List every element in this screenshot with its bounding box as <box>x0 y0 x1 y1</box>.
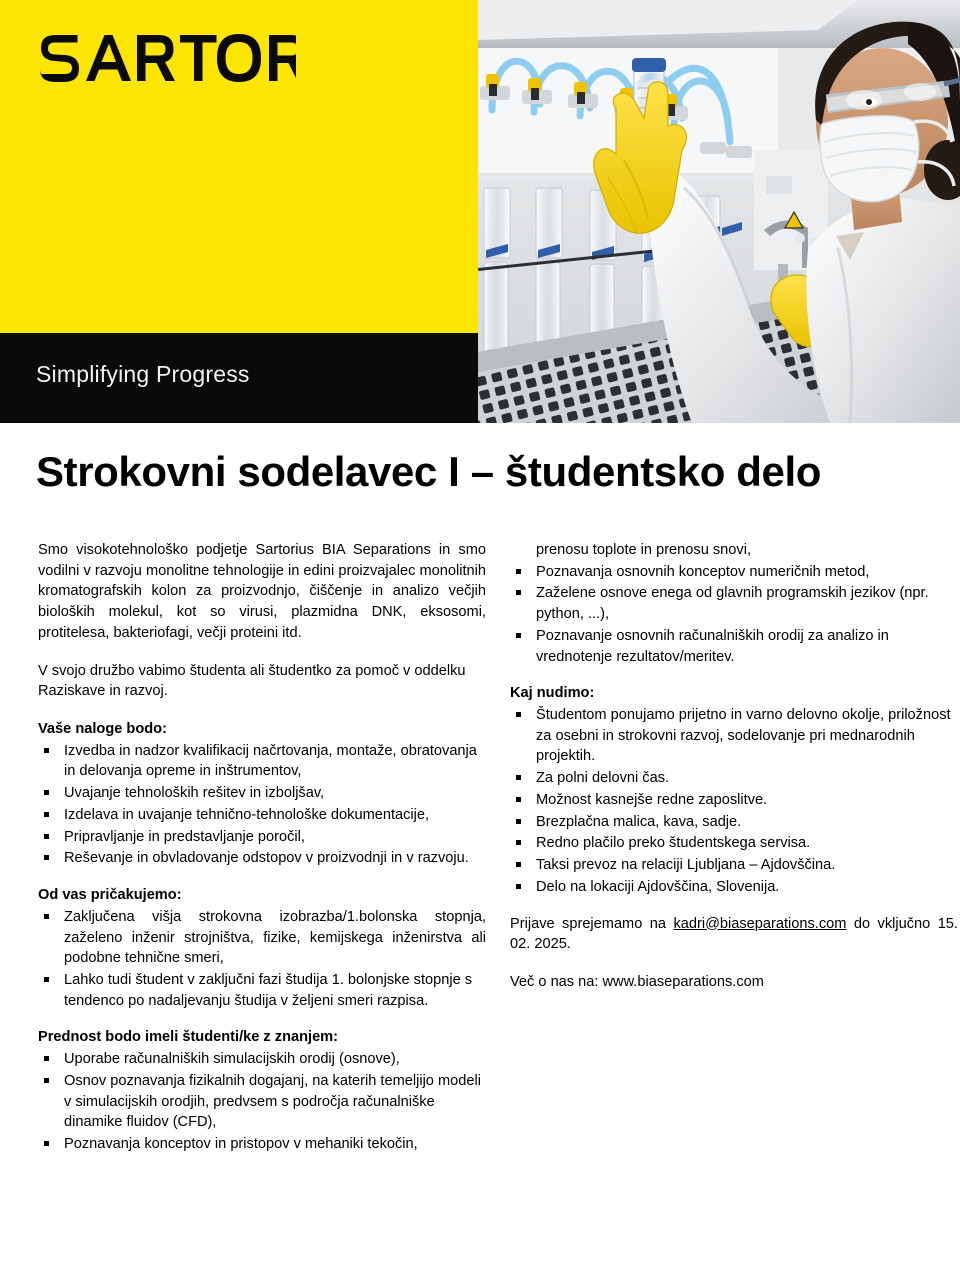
list-item: Izdelava in uvajanje tehnično-tehnološke dokumentacije, <box>38 805 486 826</box>
expectations-list <box>38 907 486 1012</box>
offer-list <box>510 705 958 897</box>
offer-heading: Kaj nudimo: <box>510 685 595 702</box>
list-item: Poznavanja osnovnih konceptov numeričnih metod, <box>510 562 958 583</box>
list-item: Uvajanje tehnoloških rešitev in izboljšav, <box>38 783 486 804</box>
list-item: Redno plačilo preko študentskega servisa. <box>510 833 958 854</box>
application-suffix: do vključno 15. 02. 2025. <box>510 915 958 953</box>
application-prefix: Prijave sprejemamo na <box>510 915 674 932</box>
page-title: Strokovni sodelavec I – študentsko delo <box>36 448 821 495</box>
list-item: Pripravljanje in predstavljanje poročil, <box>38 827 486 848</box>
document-header <box>0 0 960 423</box>
invitation-paragraph: V svojo družbo vabimo študenta ali študentko za pomoč v oddelku Raziskave in razvoj. <box>38 662 466 700</box>
right-column <box>510 540 958 1156</box>
tagline: Simplifying Progress <box>36 361 250 387</box>
list-item: Poznavanje osnovnih računalniških orodij za analizo in vrednotenje rezultatov/meritev. <box>510 626 958 667</box>
advantages-continued-list <box>510 540 958 667</box>
list-item: Za polni delovni čas. <box>510 768 958 789</box>
list-item: Osnov poznavanja fizikalnih dogajanj, na katerih temeljijo modeli v simulacijskih orodjih, predvsem s področja računalniške dinamike fluidov (CFD), <box>38 1071 486 1133</box>
list-item: Zaželene osnove enega od glavnih programskih jezikov (npr. python, ...), <box>510 583 958 624</box>
list-item: Reševanje in obvladovanje odstopov v proizvodnji in v razvoju. <box>38 848 486 869</box>
list-item: Uporabe računalniških simulacijskih orodij (osnove), <box>38 1049 486 1070</box>
list-item: Poznavanja konceptov in pristopov v mehaniki tekočin, <box>38 1134 486 1155</box>
more-info-prefix: Več o nas na: <box>510 973 603 990</box>
list-item: Možnost kasnejše redne zaposlitve. <box>510 790 958 811</box>
company-website[interactable]: www.biaseparations.com <box>602 973 764 990</box>
list-item: Brezplačna malica, kava, sadje. <box>510 812 958 833</box>
expectations-heading: Od vas pričakujemo: <box>38 887 182 904</box>
application-email-link[interactable]: kadri@biaseparations.com <box>673 915 847 932</box>
header-photo <box>478 0 960 423</box>
list-item-continuation: prenosu toplote in prenosu snovi, <box>536 542 751 558</box>
tasks-list <box>38 741 486 869</box>
application-paragraph <box>510 914 958 955</box>
list-item: Izvedba in nadzor kvalifikacij načrtovanja, montaže, obratovanja in delovanja opreme in inštrumentov, <box>38 741 486 782</box>
more-info-paragraph <box>510 972 958 993</box>
advantages-heading: Prednost bodo imeli študenti/ke z znanjem: <box>38 1029 339 1046</box>
advantages-list <box>38 1049 486 1155</box>
left-column <box>38 540 486 1156</box>
list-item: Študentom ponujamo prijetno in varno delovno okolje, priložnost za osebni in strokovni razvoj, sodelovanje pri mednarodnih projektih. <box>510 705 958 767</box>
list-item: Zaključena višja strokovna izobrazba/1.bolonska stopnja, zaželeno inženir strojništva, fizike, kemijskega inženirstva ali podobne tehnične smeri, <box>38 907 486 969</box>
company-intro-paragraph: Smo visokotehnološko podjetje Sartorius BIA Separations in smo vodilni v razvoju monolitne tehnologije in edini proizvajalec monolitnih kromatografskih kolon za proizvodnjo, čiščenje in analizo večjih bioloških molekul, kot so virusi, plazmidna DNK, eksosomi, protitelesa, bakteriofagi, večji proteini itd. <box>38 542 486 641</box>
sartorius-logo <box>36 30 296 86</box>
tasks-heading: Vaše naloge bodo: <box>38 721 167 738</box>
content-columns <box>0 540 960 1156</box>
list-item: Lahko tudi študent v zaključni fazi študija 1. bolonjske stopnje s tendenco po nadaljevanju študija v željeni smeri razpisa. <box>38 970 486 1011</box>
list-item: Delo na lokaciji Ajdovščina, Slovenija. <box>510 877 958 898</box>
list-item: Taksi prevoz na relaciji Ljubljana – Ajdovščina. <box>510 855 958 876</box>
